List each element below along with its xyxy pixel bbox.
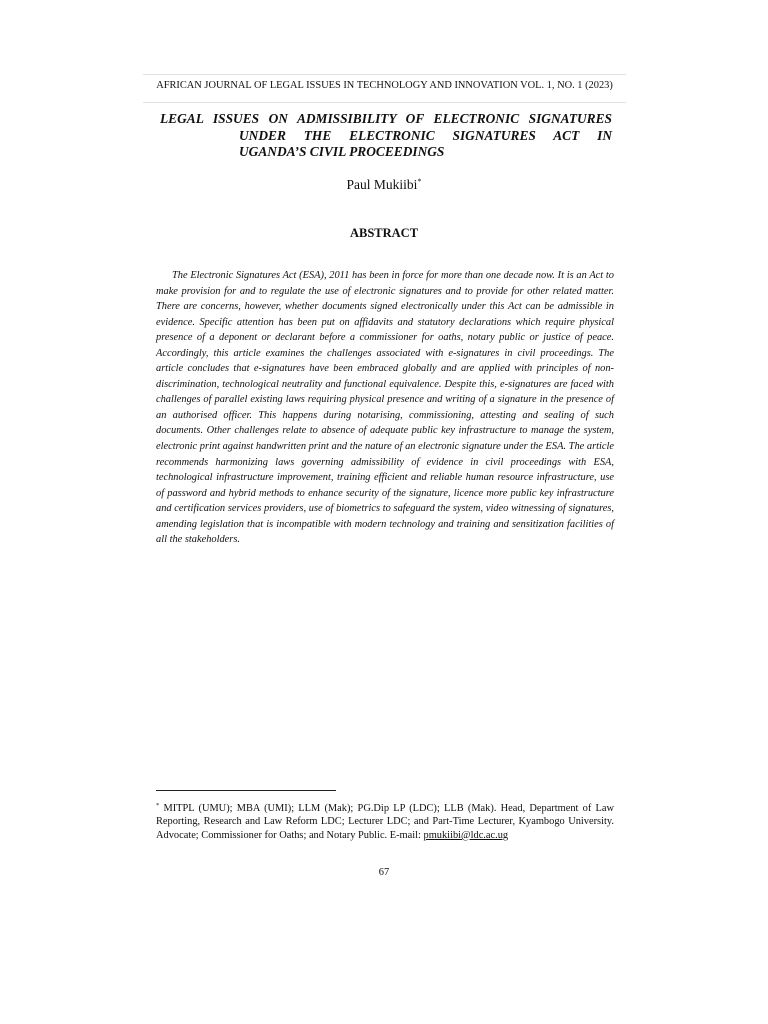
author-email-link[interactable]: pmukiibi@ldc.ac.ug xyxy=(423,829,509,841)
author-footnote xyxy=(156,799,614,842)
author-name: Paul Mukiibi xyxy=(346,177,418,192)
abstract-heading: ABSTRACT xyxy=(349,226,419,240)
header-bottom-rule xyxy=(143,102,626,103)
footnote-separator xyxy=(156,790,336,791)
footnote-marker: * xyxy=(156,802,160,809)
page-number: 67 xyxy=(378,867,390,878)
title-line-1: LEGAL ISSUES ON ADMISSIBILITY OF ELECTRONIC SIGNATURES xyxy=(160,111,612,126)
article-title xyxy=(160,111,612,161)
footnote-text: MITPL (UMU); MBA (UMI); LLM (Mak); PG.Dip LP (LDC); LLB (Mak). Head, Department of Law Reporting, Research and Law Reform LDC; Lecturer LDC; and Part-Time Lecturer, Kyambogo University. Advocate; Commissioner for Oaths; and Notary Public. E-mail: xyxy=(156,803,614,841)
header-top-rule xyxy=(143,74,626,75)
title-line-3: UGANDA’S CIVIL PROCEEDINGS xyxy=(239,144,445,159)
abstract-text: The Electronic Signatures Act (ESA), 2011 has been in force for more than one decade now. It is an Act to make provision for and to regulate the use of electronic signatures and to provide for other related matter. There are concerns, however, whether documents signed electronically under this Act can be admissible in evidence. Specific attention has been put on affidavits and statutory declarations which require physical presence of a deponent or declarant before a commissioner for oaths, notary public or justice of peace. Accordingly, this article examines the challenges associated with e-signatures in civil proceedings. The article concludes that e-signatures have been embraced globally and are applied with principles of non-discrimination, technological neutrality and functional equivalence. Despite this, e-signatures are faced with challenges of parallel existing laws requiring physical presence and writing of a signature in the presence of an authorised officer. This happens during notarising, commissioning, attesting and sealing of such documents. Other challenges relate to absence of adequate public key infrastructure to manage the system, electronic print against handwritten print and the nature of an electronic signature under the ESA. The article recommends harmonizing laws governing admissibility of evidence in civil proceedings with ESA, technological infrastructure improvement, training efficient and reliable human resource infrastructure, use of password and hybrid methods to enhance security of the signature, licence more public key infrastructure and certification services providers, use of biometrics to safeguard the system, video witnessing of signatures, amending legislation that is incompatible with modern technology and training and sensitization facilities of all the stakeholders. xyxy=(156,270,614,546)
author-line xyxy=(0,177,768,193)
title-line-2: UNDER THE ELECTRONIC SIGNATURES ACT IN xyxy=(239,127,612,143)
running-head: AFRICAN JOURNAL OF LEGAL ISSUES IN TECHNOLOGY AND INNOVATION VOL. 1, NO. 1 (2023) xyxy=(156,80,613,91)
author-footnote-marker[interactable]: * xyxy=(417,177,422,186)
